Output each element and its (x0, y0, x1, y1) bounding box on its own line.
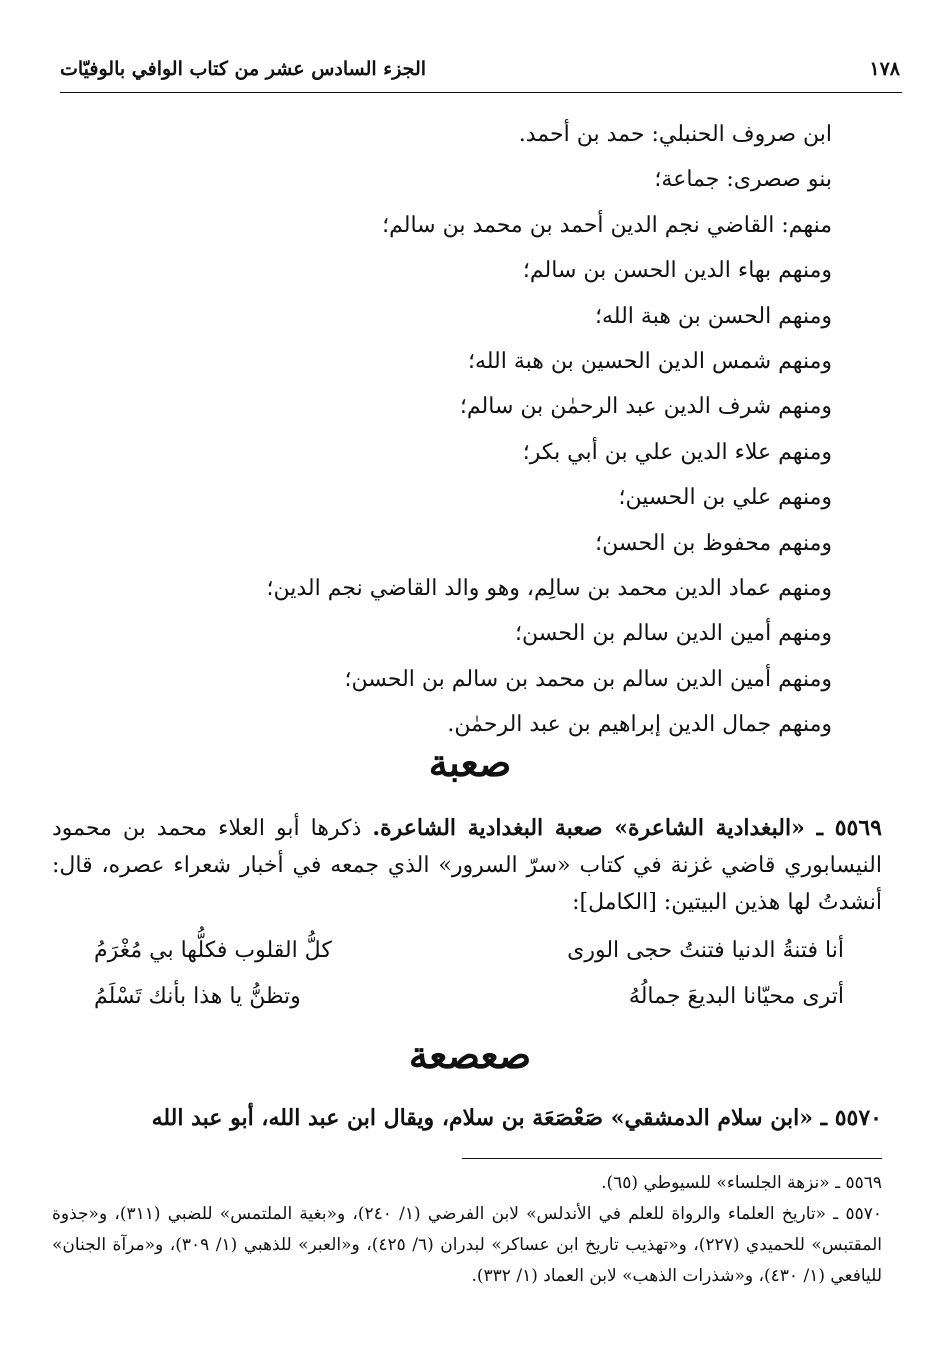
hemistich-second: وتظنُّ يا هذا بأنك تَسْلَمُ (94, 984, 301, 1009)
footnote: ٥٥٦٩ ـ «نزهة الجلساء» للسيوطي (٦٥). (601, 1173, 882, 1193)
hemistich-first: أنا فتنةُ الدنيا فتنتُ حجى الورى (567, 938, 844, 963)
entry-lead: ٥٥٦٩ ـ «البغدادية الشاعرة» صعبة البغدادية الشاعرة. (372, 815, 882, 841)
footnotes (52, 1168, 882, 1292)
list-line: ومنهم أمين الدين سالم بن الحسن؛ (514, 621, 832, 647)
running-title: الجزء السادس عشر من كتاب الوافي بالوفيّات (60, 58, 427, 80)
list-line: ومنهم عماد الدين محمد بن سالِم، وهو والد القاضي نجم الدين؛ (266, 575, 832, 601)
list-line: ومنهم محفوظ بن الحسن؛ (595, 530, 832, 556)
verse-line (94, 928, 844, 974)
list-line: ومنهم أمين الدين سالم بن محمد بن سالم بن الحسن؛ (344, 666, 832, 692)
footnote-rule (462, 1158, 882, 1159)
list-line: بنو صصرى: جماعة؛ (654, 167, 832, 193)
list-line: ومنهم علي بن الحسين؛ (618, 485, 832, 511)
list-line: ومنهم الحسن بن هبة الله؛ (595, 303, 832, 329)
list-line: ومنهم جمال الدين إبراهيم بن عبد الرحمٰن. (447, 712, 832, 738)
list-line: ومنهم علاء الدين علي بن أبي بكر؛ (522, 439, 832, 465)
entry-body: ذكرها أبو العلاء محمد بن محمود النيسابوري قاضي غزنة في كتاب «سرّ السرور» الذي جمعه في أخبار شعراء عصره، قال: أنشدتُ لها هذين البيتين: [الكامل]: (52, 816, 882, 915)
header-rule (60, 92, 902, 93)
verse-line (94, 974, 844, 1020)
family-list (92, 112, 832, 747)
page-number: ١٧٨ (869, 58, 900, 80)
running-head (60, 52, 900, 86)
list-line: ومنهم بهاء الدين الحسن بن سالم؛ (522, 258, 832, 284)
list-line: منهم: القاضي نجم الدين أحمد بن محمد بن سالم؛ (382, 212, 832, 238)
entry-5570: ٥٥٧٠ ـ «ابن سلام الدمشقي» صَعْصَعَة بن سلام، ويقال ابن عبد الله، أبو عبد الله (151, 1105, 882, 1131)
hemistich-first: أترى محيّانا البديعَ جمالُهُ (628, 984, 844, 1009)
section-heading-saba: صعبة (428, 740, 512, 785)
section-heading-sasaa: صعصعة (408, 1032, 532, 1077)
entry-5569 (52, 810, 882, 921)
hemistich-second: كلُّ القلوب فكلُّها بي مُغْرَمُ (94, 938, 332, 963)
list-line: ومنهم شرف الدين عبد الرحمٰن بن سالم؛ (459, 394, 832, 420)
footnote: ٥٥٧٠ ـ «تاريخ العلماء والرواة للعلم في الأندلس» لابن الفرضي (١/ ٢٤٠)، و«بغية الملتمس» للضبي (٣١١)، و«جذوة المقتبس» للحميدي (٢٢٧)، و«تهذيب تاريخ ابن عساكر» لبدران (٦/ ٤٢٥)، و«العبر» للذهبي (١/ ٣٠٩)، و«مرآة الجنان» لليافعي (١/ ٤٣٠)، و«شذرات الذهب» لابن العماد (١/ ٣٣٢). (52, 1204, 883, 1286)
poem (94, 928, 844, 1020)
list-line: ومنهم شمس الدين الحسين بن هبة الله؛ (467, 348, 832, 374)
list-line: ابن صروف الحنبلي: حمد بن أحمد. (518, 122, 832, 147)
